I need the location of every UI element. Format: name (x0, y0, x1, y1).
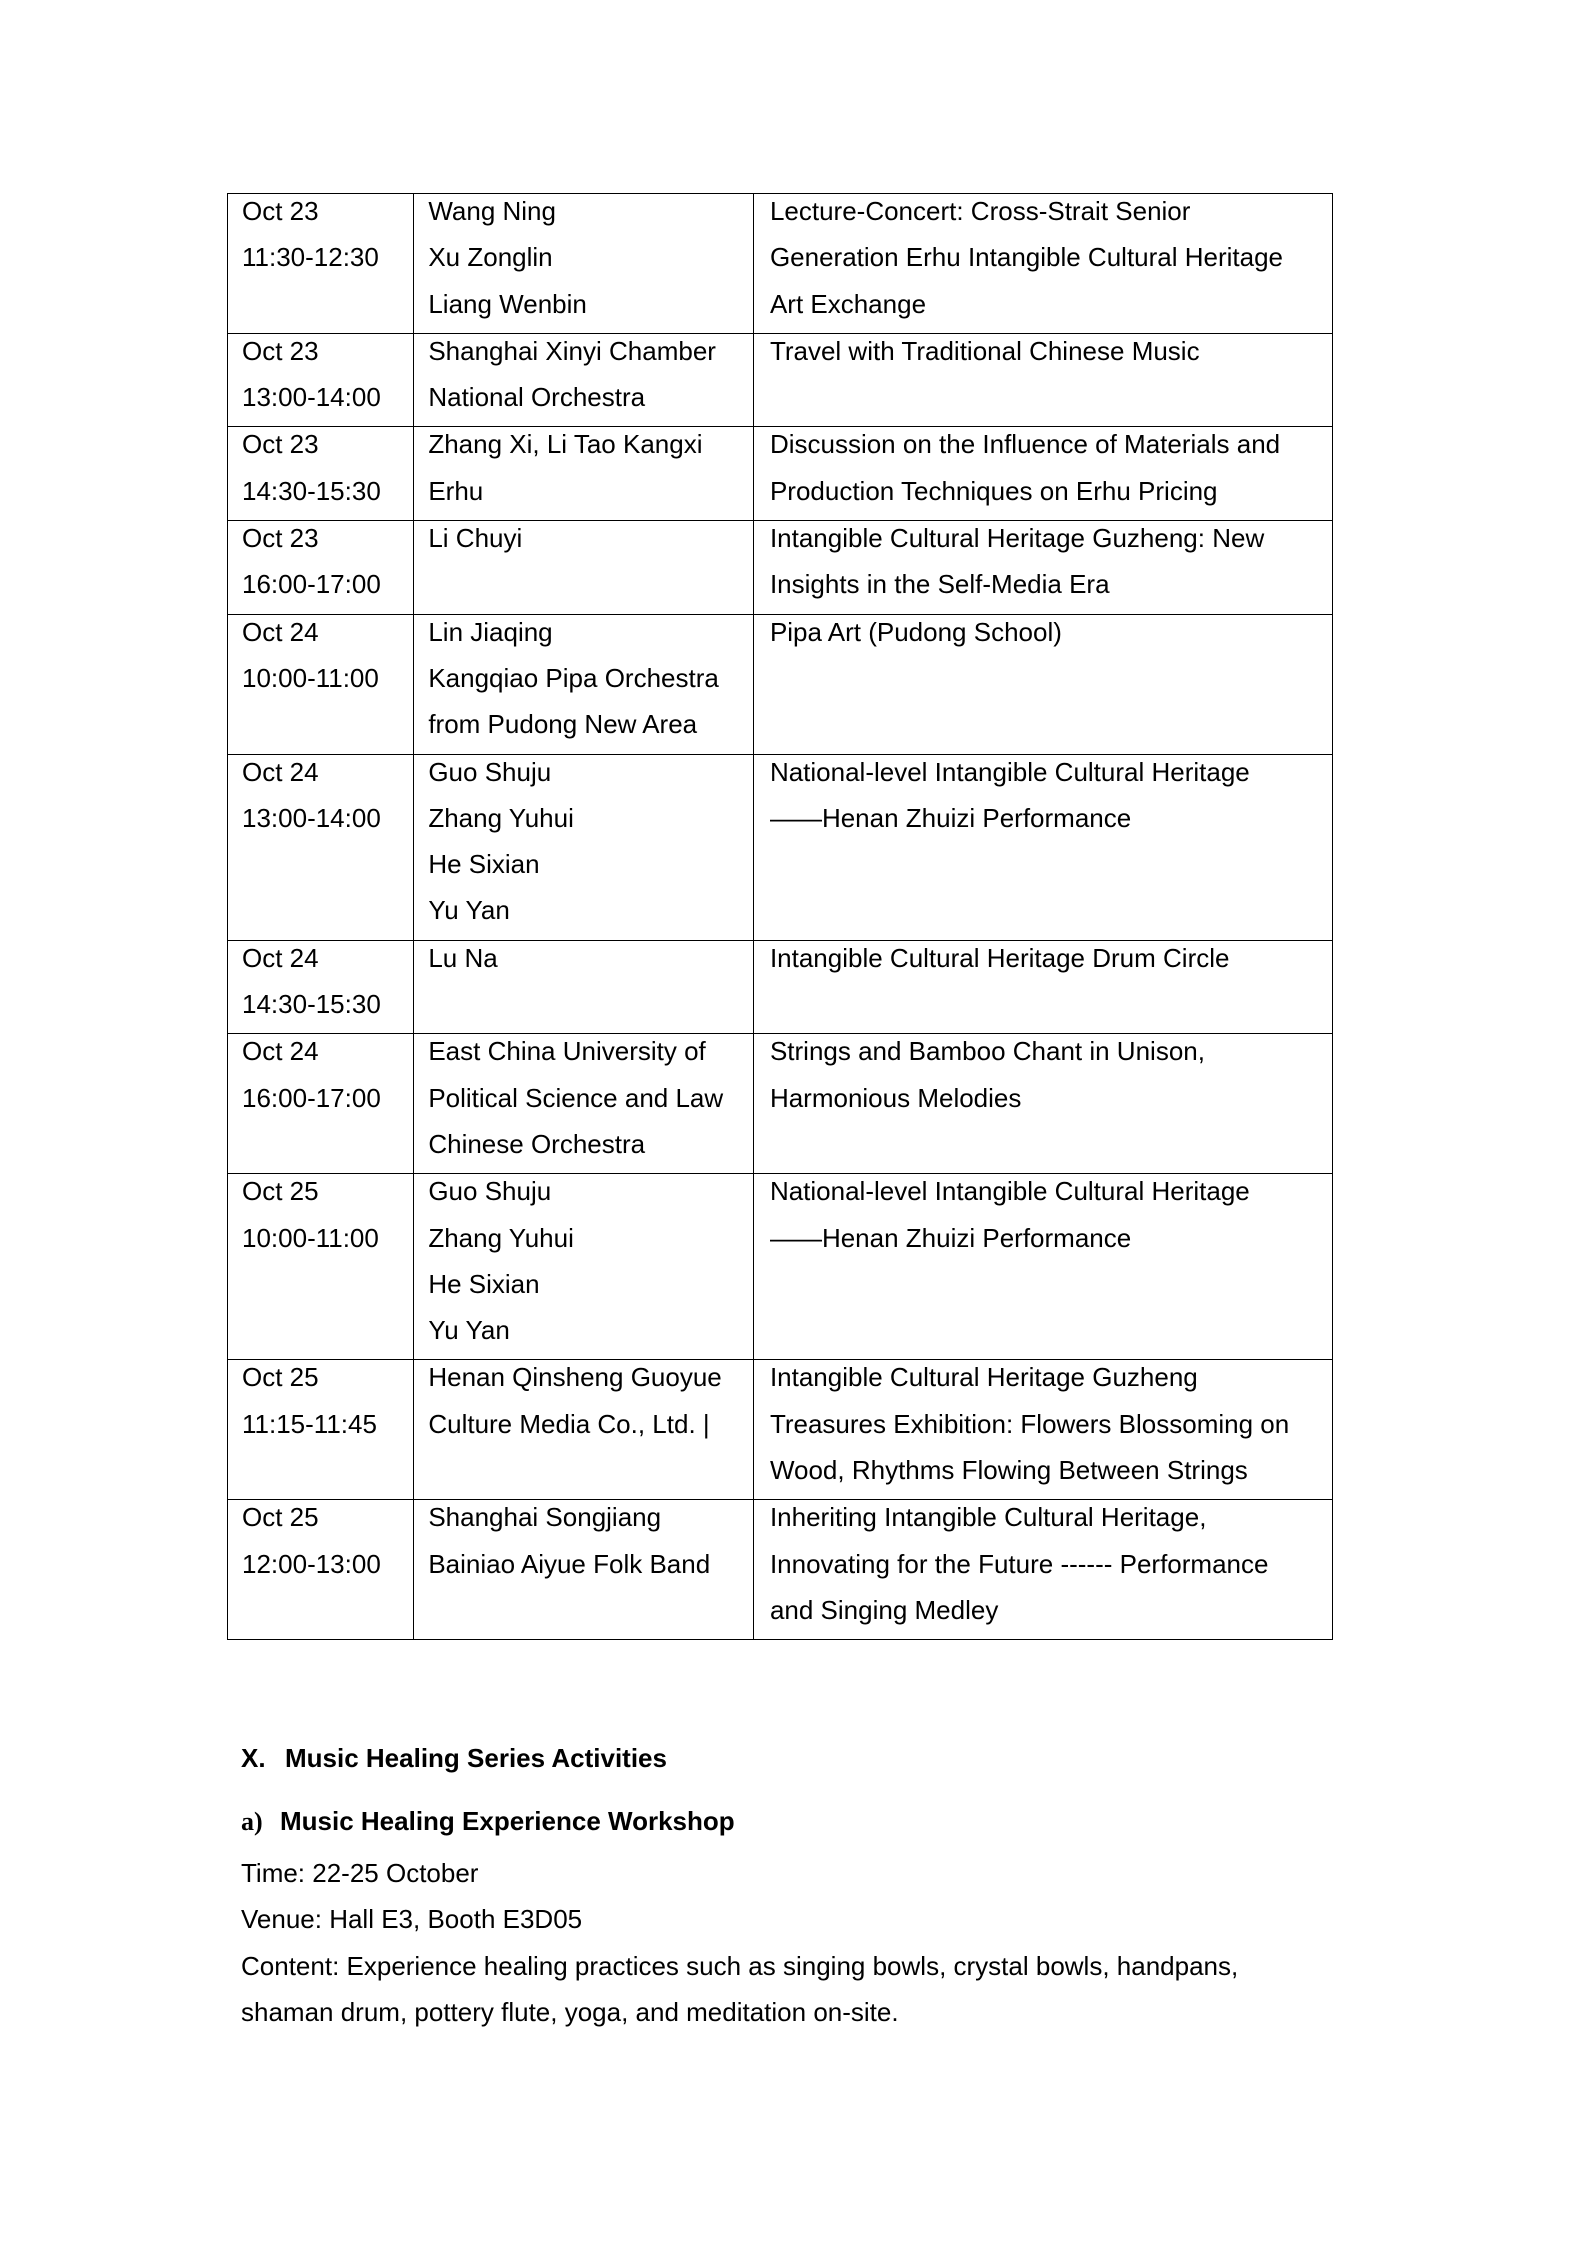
performer-line: Shanghai Songjiang (428, 1502, 662, 1533)
performer-line: Xu Zonglin (428, 242, 553, 273)
event-title-line: Intangible Cultural Heritage Guzheng (769, 1362, 1198, 1393)
row-time: 13:00-14:00 (242, 382, 381, 413)
event-title-line: Wood, Rhythms Flowing Between Strings (769, 1455, 1248, 1486)
performer-line: Culture Media Co., Ltd. | (428, 1408, 710, 1439)
row-date: Oct 24 (242, 756, 319, 787)
row-date: Oct 23 (242, 196, 319, 226)
date-time-cell (228, 521, 414, 615)
schedule-row (228, 1034, 1333, 1174)
event-title-cell (753, 1174, 1332, 1360)
performer-line: Erhu (428, 475, 484, 506)
event-title-cell (753, 521, 1332, 615)
schedule-row (228, 427, 1333, 521)
performer-line: Liang Wenbin (428, 288, 587, 319)
event-title-line: Harmonious Melodies (769, 1082, 1022, 1113)
event-title-line: Strings and Bamboo Chant in Unison, (769, 1036, 1205, 1067)
event-title-cell (753, 1360, 1332, 1500)
performer-line: Zhang Yuhui (428, 802, 574, 833)
event-title-line: and Singing Medley (769, 1594, 999, 1625)
schedule-table-body (228, 194, 1333, 1640)
performer-line: from Pudong New Area (428, 709, 698, 740)
performer-line: Zhang Yuhui (428, 1222, 574, 1253)
row-time: 11:15-11:45 (242, 1408, 377, 1439)
row-date: Oct 25 (242, 1502, 319, 1533)
event-title-cell (753, 940, 1332, 1034)
schedule-table (227, 193, 1333, 1640)
schedule-row (228, 940, 1333, 1034)
subsection-heading (241, 1806, 735, 1837)
schedule-row (228, 1174, 1333, 1360)
performers-cell (414, 427, 754, 521)
schedule-row (228, 333, 1333, 427)
date-time-cell (228, 614, 414, 754)
performer-line: Zhang Xi, Li Tao Kangxi (428, 429, 703, 460)
date-time-cell (228, 194, 414, 334)
event-title-line: Insights in the Self-Media Era (769, 569, 1110, 600)
performer-line: Henan Qinsheng Guoyue (428, 1362, 722, 1393)
performer-line: East China University of (428, 1036, 706, 1067)
row-time: 16:00-17:00 (242, 569, 381, 600)
date-time-cell (228, 427, 414, 521)
performers-cell (414, 194, 754, 334)
date-time-cell (228, 940, 414, 1034)
event-title-line: Production Techniques on Erhu Pricing (769, 475, 1218, 506)
row-time: 16:00-17:00 (242, 1082, 381, 1113)
schedule-row (228, 1500, 1333, 1640)
event-title-cell (753, 1500, 1332, 1640)
event-title-cell (753, 194, 1332, 334)
performer-line: Lin Jiaqing (428, 616, 553, 647)
row-date: Oct 23 (242, 523, 319, 554)
performers-cell (414, 333, 754, 427)
performers-cell (414, 1174, 754, 1360)
workshop-venue: Venue: Hall E3, Booth E3D05 (241, 1904, 583, 1935)
subsection-title: Music Healing Experience Workshop (280, 1806, 735, 1836)
performer-line: Bainiao Aiyue Folk Band (428, 1548, 711, 1579)
performer-line: Yu Yan (428, 1315, 510, 1346)
schedule-row (228, 614, 1333, 754)
row-time: 14:30-15:30 (242, 989, 381, 1020)
row-date: Oct 23 (242, 429, 319, 460)
row-date: Oct 24 (242, 942, 319, 973)
subsection-number: a) (241, 1807, 263, 1836)
event-title-cell (753, 1034, 1332, 1174)
date-time-cell (228, 333, 414, 427)
performer-line: Lu Na (428, 942, 498, 973)
date-time-cell (228, 1360, 414, 1500)
section-title: Music Healing Series Activities (285, 1743, 667, 1773)
event-title-line: Lecture-Concert: Cross-Strait Senior (769, 196, 1191, 226)
event-title-line: National-level Intangible Cultural Heritage (769, 756, 1250, 787)
performers-cell (414, 754, 754, 940)
row-time: 13:00-14:00 (242, 802, 381, 833)
performer-line: Shanghai Xinyi Chamber (428, 335, 716, 366)
workshop-content-line: Content: Experience healing practices such as singing bowls, crystal bowls, handpans, (241, 1950, 1239, 1981)
schedule-row (228, 1360, 1333, 1500)
event-title-cell (753, 754, 1332, 940)
section-heading (241, 1743, 667, 1773)
event-title-line: Intangible Cultural Heritage Guzheng: New (769, 523, 1265, 554)
performers-cell (414, 521, 754, 615)
row-date: Oct 24 (242, 616, 319, 647)
event-title-line: Pipa Art (Pudong School) (769, 616, 1062, 647)
schedule-row (228, 194, 1333, 334)
performer-line: National Orchestra (428, 382, 646, 413)
performer-line: Political Science and Law (428, 1082, 724, 1113)
date-time-cell (228, 1034, 414, 1174)
workshop-details (241, 1857, 1238, 2042)
event-title-line: Inheriting Intangible Cultural Heritage, (769, 1502, 1207, 1533)
event-title-cell (753, 614, 1332, 754)
row-time: 11:30-12:30 (242, 242, 379, 273)
workshop-content-line: shaman drum, pottery flute, yoga, and meditation on-site. (241, 1996, 899, 2027)
schedule-row (228, 754, 1333, 940)
row-time: 10:00-11:00 (242, 662, 379, 693)
row-date: Oct 23 (242, 335, 319, 366)
event-title-line: Travel with Traditional Chinese Music (769, 335, 1200, 366)
performers-cell (414, 614, 754, 754)
date-time-cell (228, 1174, 414, 1360)
performer-line: Wang Ning (428, 196, 556, 226)
performer-line: Kangqiao Pipa Orchestra (428, 662, 719, 693)
event-title-line: Discussion on the Influence of Materials and (769, 429, 1281, 460)
date-time-cell (228, 754, 414, 940)
row-date: Oct 25 (242, 1362, 319, 1393)
event-title-line: Intangible Cultural Heritage Drum Circle (769, 942, 1230, 973)
event-title-line: ——Henan Zhuizi Performance (769, 1222, 1132, 1253)
event-title-line: Innovating for the Future ------ Performance (769, 1548, 1269, 1579)
row-time: 10:00-11:00 (242, 1222, 379, 1253)
performer-line: He Sixian (428, 1268, 540, 1299)
event-title-line: Generation Erhu Intangible Cultural Heritage (769, 242, 1284, 273)
performers-cell (414, 940, 754, 1034)
performers-cell (414, 1500, 754, 1640)
date-time-cell (228, 1500, 414, 1640)
schedule-row (228, 521, 1333, 615)
performer-line: He Sixian (428, 849, 540, 880)
performer-line: Li Chuyi (428, 523, 523, 554)
performer-line: Guo Shuju (428, 1176, 552, 1207)
row-time: 14:30-15:30 (242, 475, 381, 506)
event-title-line: Treasures Exhibition: Flowers Blossoming on (769, 1408, 1290, 1439)
section-number: X. (241, 1743, 266, 1773)
performers-cell (414, 1360, 754, 1500)
event-title-line: ——Henan Zhuizi Performance (769, 802, 1132, 833)
performer-line: Chinese Orchestra (428, 1128, 646, 1159)
event-title-cell (753, 333, 1332, 427)
row-time: 12:00-13:00 (242, 1548, 381, 1579)
performer-line: Yu Yan (428, 895, 510, 926)
row-date: Oct 24 (242, 1036, 319, 1067)
performer-line: Guo Shuju (428, 756, 552, 787)
event-title-line: National-level Intangible Cultural Heritage (769, 1176, 1250, 1207)
event-title-cell (753, 427, 1332, 521)
event-title-line: Art Exchange (769, 288, 927, 319)
performers-cell (414, 1034, 754, 1174)
workshop-time: Time: 22-25 October (241, 1858, 479, 1888)
row-date: Oct 25 (242, 1176, 319, 1207)
